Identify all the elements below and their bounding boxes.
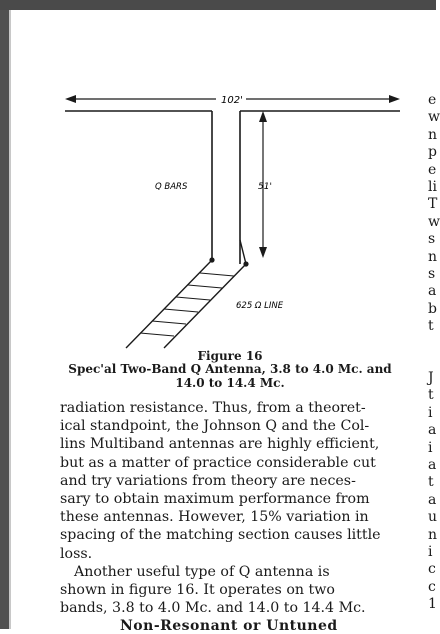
page-gutter-shadow — [9, 10, 11, 629]
fragment: b — [428, 300, 437, 317]
text-line: sary to obtain maximum performance from — [60, 491, 370, 508]
fragment: s — [428, 231, 436, 248]
fragment: s — [428, 266, 436, 283]
text-line: lins Multiband antennas are highly efficient, — [60, 436, 380, 453]
figure-caption-body: Spec'al Two-Band Q Antenna, 3.8 to 4.0 Mc. and 14.0 to 14.4 Mc. — [68, 362, 392, 390]
text-line: but as a matter of practice considerable cut — [60, 454, 376, 471]
fragment: J — [428, 370, 434, 386]
length-label: 102' — [221, 95, 243, 106]
fragment: i — [428, 404, 433, 421]
fragment: t — [428, 474, 434, 491]
text-line: shown in figure 16. It operates on two — [60, 582, 335, 599]
text-line: and try variations from theory are neces- — [60, 472, 356, 489]
fragment: 1 — [428, 596, 437, 613]
paragraph-2 — [60, 563, 407, 618]
text-line: these antennas. However, 15% variation in — [60, 509, 369, 526]
text-line: spacing of the matching section causes little — [60, 527, 381, 544]
q-bar-right-bend — [240, 240, 246, 264]
fragment: e — [428, 161, 437, 178]
q-bars-label: Q BARS — [155, 182, 188, 192]
fragment: i — [428, 439, 433, 456]
fragment: w — [428, 213, 440, 230]
fragment: c — [428, 578, 436, 595]
section-heading-partial: Non-Resonant or Untuned — [120, 618, 338, 634]
fragment: n — [428, 126, 438, 143]
fragment: T — [428, 196, 438, 213]
page-left-border — [0, 10, 9, 629]
right-column-top-fragment — [428, 92, 440, 336]
right-column-bottom-fragment — [428, 370, 436, 614]
arrowhead-left — [65, 95, 76, 103]
height-label: 51' — [258, 182, 272, 192]
fragment: a — [428, 283, 437, 300]
text-line: Another useful type of Q antenna is — [74, 563, 330, 580]
fragment: e — [428, 92, 437, 108]
figure-caption-title: Figure 16 — [197, 349, 263, 363]
paragraph-1 — [60, 399, 407, 563]
fragment: p — [428, 144, 437, 161]
feedline-wire-left — [126, 260, 212, 348]
antenna-diagram — [60, 80, 400, 350]
fragment: li — [428, 179, 437, 196]
arrowhead-right — [389, 95, 400, 103]
body-text — [60, 399, 407, 617]
fragment: i — [428, 544, 433, 561]
feedline-spreaders — [140, 273, 234, 336]
fragment: w — [428, 109, 440, 126]
text-line: loss. — [60, 545, 93, 562]
fragment: a — [428, 491, 437, 508]
fragment: a — [428, 457, 437, 474]
page-top-border — [0, 0, 436, 10]
feedline-wire-right — [164, 264, 246, 348]
fragment: a — [428, 422, 437, 439]
text-line: radiation resistance. Thus, from a theoret- — [60, 400, 366, 416]
fragment: n — [428, 248, 438, 265]
arrowhead-up — [259, 111, 267, 122]
fragment: n — [428, 526, 438, 543]
line-label: 625 Ω LINE — [236, 301, 284, 311]
text-line: ical standpoint, the Johnson Q and the Col- — [60, 418, 370, 435]
fragment: u — [428, 509, 438, 526]
fragment: t — [428, 318, 434, 335]
fragment: c — [428, 561, 436, 578]
fragment: t — [428, 387, 434, 404]
text-line: bands, 3.8 to 4.0 Mc. and 14.0 to 14.4 Mc. — [60, 600, 366, 617]
arrowhead-down — [259, 247, 267, 258]
